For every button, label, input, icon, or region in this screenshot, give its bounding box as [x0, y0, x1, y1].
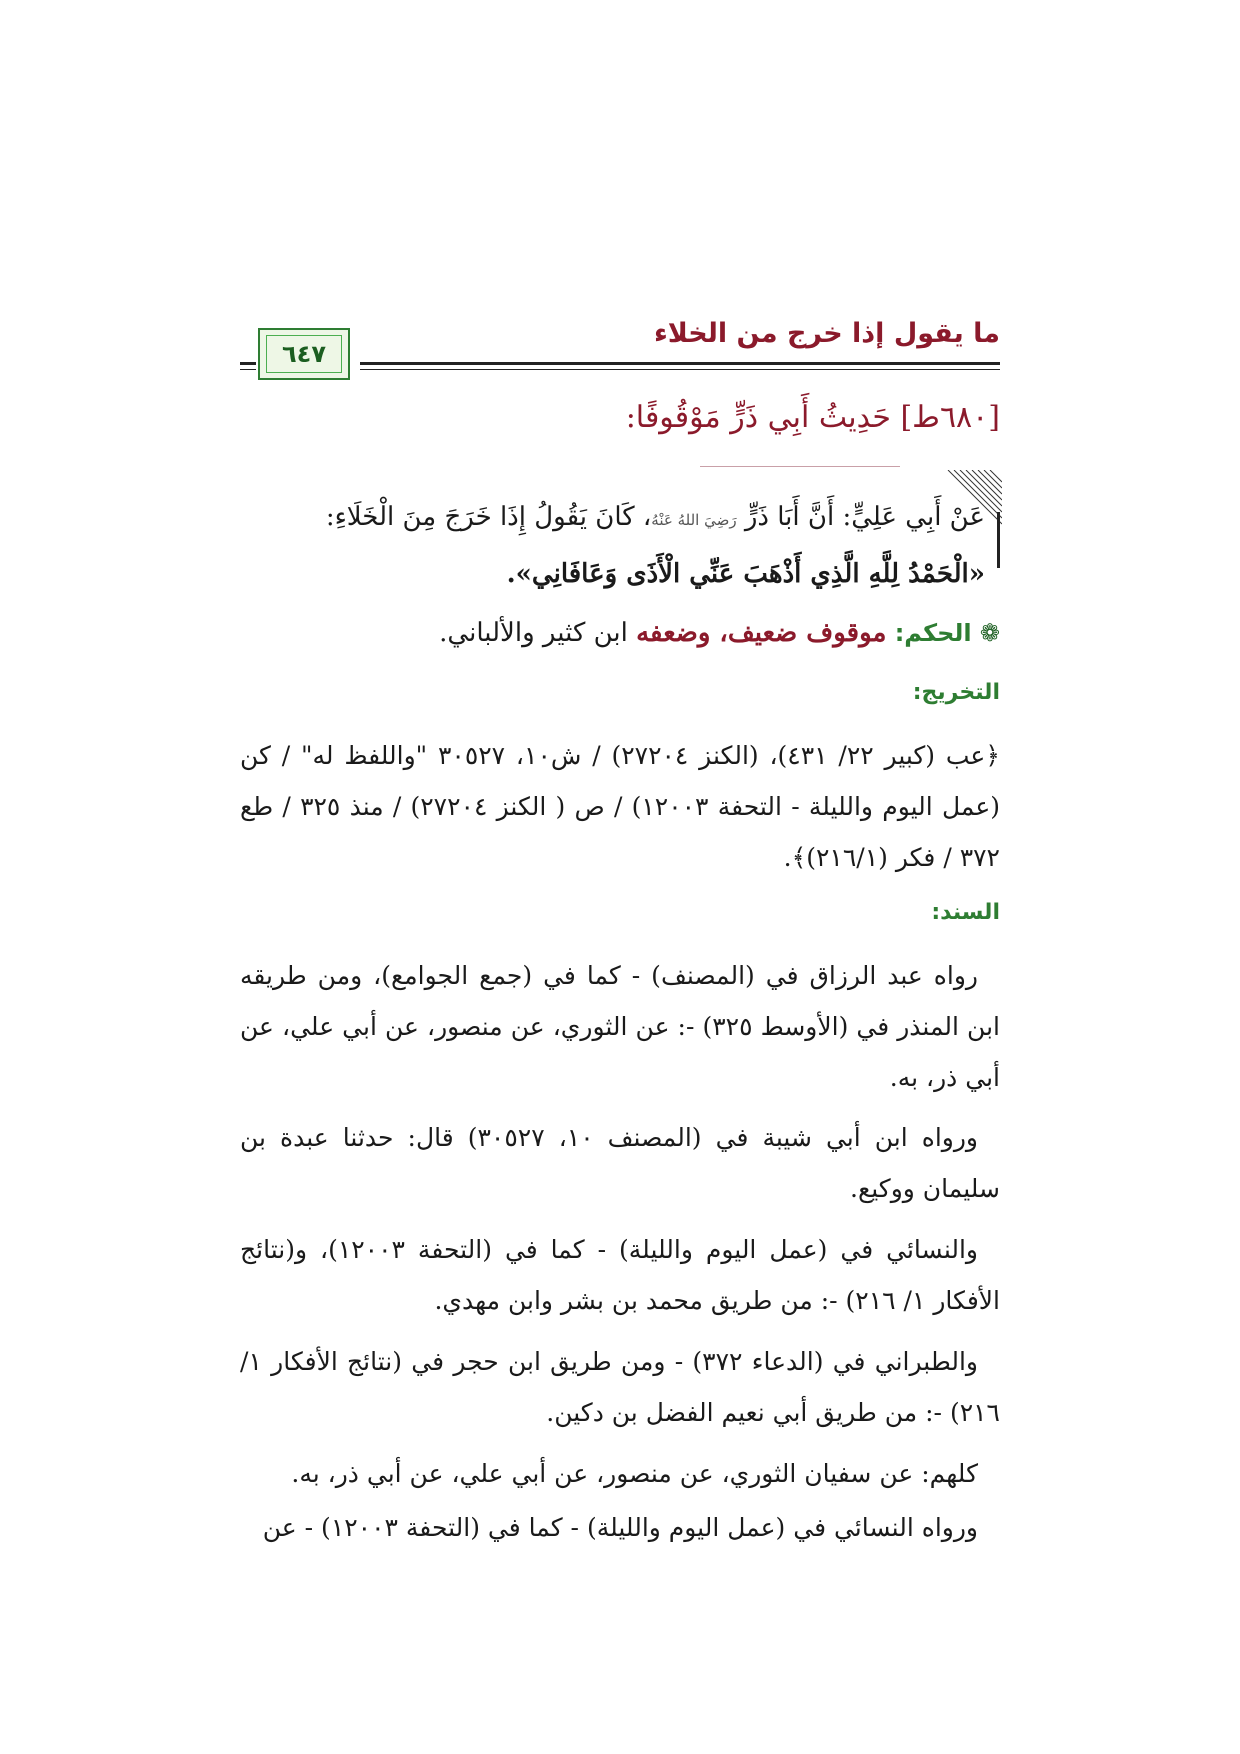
page-number-badge — [258, 328, 350, 380]
takhrij-text: ﴿عب (كبير ٢٢/ ٤٣١)، (الكنز ٢٧٢٠٤) / ش١٠، ٣٠٥٢٧ "واللفظ له" / كن (عمل اليوم والليلة - التحفة ١٢٠٠٣) / ص ( الكنز ٢٧٢٠٤) / منذ ٣٢٥ / طع ٣٧٢ / فكر (٢١٦/١)﴾. — [240, 741, 1001, 872]
radiya-honorific: رَضِيَ اللهُ عَنْهُ — [651, 511, 737, 529]
ruling-verdict: موقوف ضعيف، وضعفه — [636, 618, 887, 648]
header-rule-left-thin — [240, 369, 256, 370]
header-rule-left — [240, 362, 256, 365]
hadith-matn — [225, 490, 985, 601]
heading-underline — [700, 466, 900, 467]
hadith-heading: [٦٨٠ط] حَدِيثُ أَبِي ذَرٍّ مَوْقُوفًا: — [625, 400, 1000, 435]
sanad-label: السند: — [931, 900, 1000, 925]
matn-intro: عَنْ أَبِي عَلِيٍّ: أَنَّ أَبَا ذَرٍّ — [736, 502, 985, 532]
header-rule — [360, 362, 1000, 365]
running-title: ما يقول إذا خرج من الخلاء — [653, 318, 1000, 349]
matn-rest: ، كَانَ يَقُولُ إِذَا خَرَجَ مِنَ الْخَلَاءِ: — [325, 502, 652, 532]
sanad-paragraph: والطبراني في (الدعاء ٣٧٢) - ومن طريق ابن حجر في (نتائج الأفكار ١/ ٢١٦) -: من طريق أبي نعيم الفضل بن دكين. — [240, 1347, 1000, 1427]
page-number: ٦٤٧ — [282, 340, 326, 368]
ruling-line — [439, 618, 1000, 648]
sanad-paragraph: رواه عبد الرزاق في (المصنف) - كما في (جمع الجوامع)، ومن طريقه ابن المنذر في (الأوسط ٣٢٥) -: عن الثوري، عن منصور، عن أبي علي، عن أبي ذر، به. — [240, 961, 1000, 1092]
sanad-paragraph: ورواه النسائي في (عمل اليوم والليلة) - كما في (التحفة ١٢٠٠٣) - عن — [262, 1513, 978, 1542]
hadith-quote: «الْحَمْدُ لِلَّهِ الَّذِي أَذْهَبَ عَنِّي الْأَذَى وَعَافَانِي». — [506, 559, 985, 589]
header-rule-thin — [360, 369, 1000, 370]
ruling-label: الحكم: — [894, 619, 972, 647]
sanad-paragraph: كلهم: عن سفيان الثوري، عن منصور، عن أبي علي، عن أبي ذر، به. — [291, 1459, 978, 1488]
takhrij-label: التخريج: — [912, 680, 1000, 705]
sanad-paragraph: ورواه ابن أبي شيبة في (المصنف ١٠، ٣٠٥٢٧) قال: حدثنا عبدة بن سليمان ووكيع. — [240, 1123, 1000, 1203]
matn-side-bar — [997, 512, 1000, 568]
sanad-paragraph: والنسائي في (عمل اليوم والليلة) - كما في (التحفة ١٢٠٠٣)، و(نتائج الأفكار ١/ ٢١٦) -: من طريق محمد بن بشر وابن مهدي. — [240, 1235, 1000, 1315]
flower-ornament-icon: ❁ — [979, 619, 1000, 647]
ruling-rest: ابن كثير والألباني. — [439, 618, 637, 648]
